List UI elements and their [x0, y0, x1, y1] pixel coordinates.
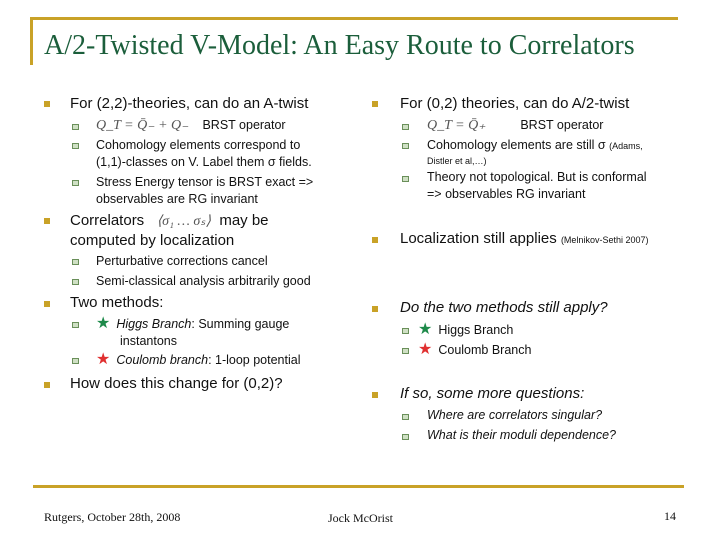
brst-formula: Q_T = Q̄₋ + Q₋	[96, 118, 189, 133]
text: Cohomology elements correspond to	[96, 138, 301, 152]
left-bullet-4: How does this change for (0,2)?	[70, 375, 283, 392]
citation: (Melnikov-Sethi 2007)	[560, 235, 649, 245]
sub-bullet-icon	[72, 279, 79, 285]
text: Correlators	[70, 212, 145, 229]
bullet-icon	[44, 218, 50, 224]
sub-bullet-icon	[72, 358, 79, 364]
green-star-icon: ★	[418, 321, 433, 338]
text: => observables RG invariant	[427, 187, 586, 201]
citation: Distler et al,…)	[427, 156, 487, 166]
right-sub-2	[427, 137, 643, 167]
sub-bullet-icon	[402, 348, 409, 354]
sub-bullet-icon	[72, 259, 79, 265]
text: (1,1)-classes on V. Label them σ fields.	[96, 155, 312, 169]
text: BRST operator	[202, 118, 286, 132]
text: Theory not topological. But is conformal	[427, 170, 647, 184]
footer-date: Rutgers, October 28th, 2008	[44, 510, 181, 524]
text: Localization still applies	[400, 230, 557, 247]
text: observables are RG invariant	[96, 192, 258, 206]
left-bullet-2	[70, 211, 269, 250]
left-sub-1	[96, 117, 286, 134]
right-bullet-4: If so, some more questions:	[400, 385, 585, 402]
bullet-icon	[372, 237, 378, 243]
right-sub-5	[418, 341, 531, 359]
top-rule	[30, 17, 678, 20]
brst-formula: Q_T = Q̄₊	[427, 118, 486, 133]
text: Cohomology elements are still σ	[427, 138, 606, 152]
sub-bullet-icon	[402, 414, 409, 420]
green-star-icon: ★	[96, 315, 111, 332]
red-star-icon: ★	[418, 341, 433, 358]
left-rule	[30, 17, 33, 65]
left-bullet-3: Two methods:	[70, 294, 164, 311]
right-bullet-1: For (0,2) theories, can do A/2-twist	[400, 95, 630, 112]
bullet-icon	[372, 101, 378, 107]
text: Stress Energy tensor is BRST exact =>	[96, 175, 314, 189]
bullet-icon	[372, 392, 378, 398]
sub-bullet-icon	[72, 322, 79, 328]
sub-bullet-icon	[72, 143, 79, 149]
correlator-formula: ⟨σ₁ … σₛ⟩	[156, 214, 211, 229]
right-sub-1	[427, 117, 603, 134]
text: Coulomb Branch	[438, 343, 532, 357]
citation: (Adams,	[609, 141, 643, 151]
text: : Summing gauge	[191, 317, 290, 331]
right-bullet-3: Do the two methods still apply?	[400, 299, 608, 316]
left-sub-6	[96, 315, 289, 350]
text: instantons	[120, 334, 177, 348]
left-sub-3	[96, 174, 313, 208]
text: BRST operator	[520, 118, 604, 132]
text: : 1-loop potential	[208, 353, 301, 367]
right-sub-3	[427, 169, 647, 203]
slide-title: A/2-Twisted V-Model: An Easy Route to Correlators	[44, 30, 635, 61]
sub-bullet-icon	[402, 143, 409, 149]
right-bullet-2	[400, 230, 648, 247]
red-star-icon: ★	[96, 351, 111, 368]
text: Higgs Branch	[116, 317, 192, 331]
left-sub-7	[96, 351, 301, 369]
bottom-rule	[33, 485, 684, 488]
footer-author: Jock McOrist	[328, 511, 393, 525]
right-sub-6: Where are correlators singular?	[427, 408, 603, 422]
page-number: 14	[664, 509, 676, 523]
left-sub-5: Semi-classical analysis arbitrarily good	[96, 274, 311, 288]
text: Higgs Branch	[438, 323, 514, 337]
bullet-icon	[372, 306, 378, 312]
left-sub-4: Perturbative corrections cancel	[96, 254, 268, 268]
sub-bullet-icon	[402, 434, 409, 440]
right-sub-4	[418, 321, 513, 339]
text: may be	[219, 212, 269, 229]
bullet-icon	[44, 382, 50, 388]
sub-bullet-icon	[72, 180, 79, 186]
left-bullet-1: For (2,2)-theories, can do an A-twist	[70, 95, 309, 112]
sub-bullet-icon	[402, 176, 409, 182]
right-sub-7: What is their moduli dependence?	[427, 428, 617, 442]
bullet-icon	[44, 301, 50, 307]
text: Coulomb branch	[116, 353, 209, 367]
sub-bullet-icon	[72, 124, 79, 130]
bullet-icon	[44, 101, 50, 107]
text: computed by localization	[70, 232, 235, 249]
left-sub-2	[96, 137, 312, 171]
sub-bullet-icon	[402, 124, 409, 130]
sub-bullet-icon	[402, 328, 409, 334]
